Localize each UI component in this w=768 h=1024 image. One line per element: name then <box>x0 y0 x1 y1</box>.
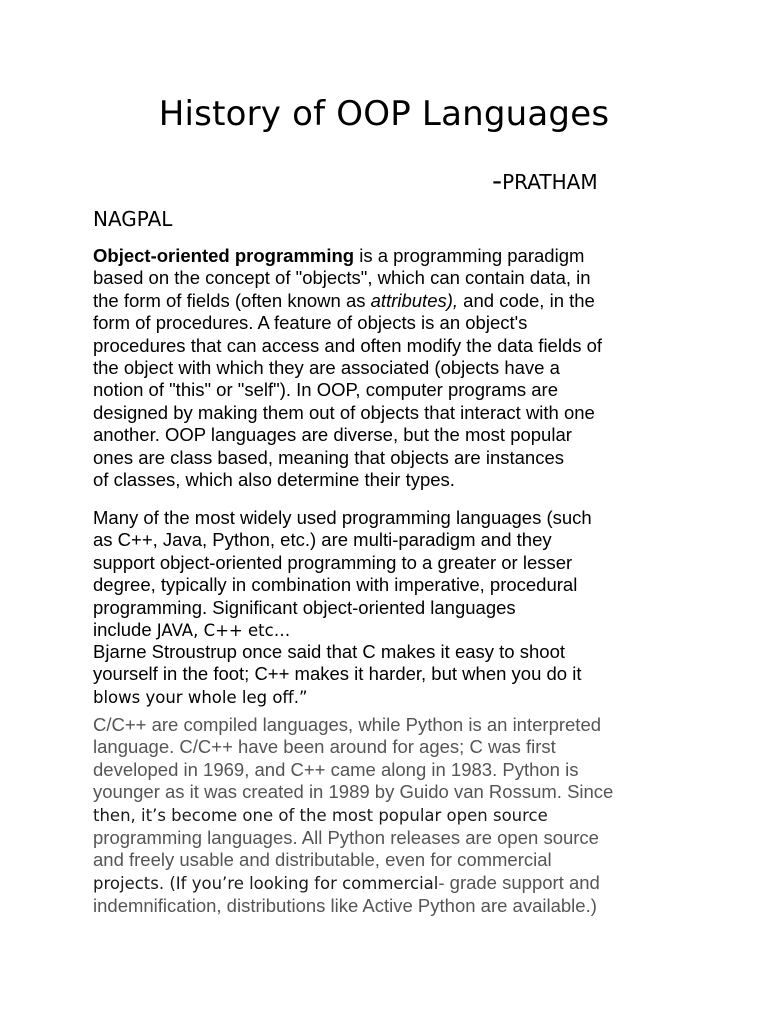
text-span: and freely usable and distributable, even for commercial <box>93 849 552 871</box>
text-line <box>93 424 693 446</box>
text-span: the object with which they are associated (objects have a <box>93 357 560 379</box>
text-span: ones are class based, meaning that objects are instances <box>93 446 565 468</box>
text-line <box>93 759 693 781</box>
text-line <box>93 872 693 895</box>
paragraph-multi-paradigm <box>93 507 693 642</box>
quote-ending: blows your whole leg off.” <box>93 687 308 707</box>
text-span: and code, in the <box>458 289 595 311</box>
text-span: designed by making them out of objects that interact with one <box>93 401 595 423</box>
text-line <box>93 781 693 803</box>
text-line <box>93 827 693 849</box>
text-span: include <box>93 619 157 641</box>
text-span: indemnification, distributions like Active Python are available.) <box>93 895 597 917</box>
text-line <box>93 619 693 642</box>
languages-list: JAVA, C++ etc… <box>156 621 291 641</box>
text-span: degree, typically in combination with imperative, procedural <box>93 574 578 596</box>
text-line <box>93 469 693 491</box>
text-line <box>93 290 693 312</box>
paragraph-c-vs-python <box>93 714 693 918</box>
text-span: language. C/C++ have been around for ages; C was first <box>93 736 556 758</box>
text-line <box>93 529 693 551</box>
text-span: - grade support and <box>438 871 600 893</box>
text-span: programming languages. All Python releases are open source <box>93 827 599 849</box>
paragraph-oop-definition <box>93 245 693 491</box>
text-line <box>93 714 693 736</box>
text-span: as C++, Java, Python, etc.) are multi-paradigm and they <box>93 529 552 551</box>
paragraph-stroustrup-quote <box>93 641 693 709</box>
text-span: C/C++ are compiled languages, while Python is an interpreted <box>93 714 602 735</box>
text-span: developed in 1969, and C++ came along in 1983. Python is <box>93 758 579 780</box>
text-span: based on the concept of "objects", which can contain data, in <box>93 267 591 289</box>
text-line <box>93 804 693 827</box>
text-span: yourself in the foot; C++ makes it harder, but when you do it <box>93 663 582 685</box>
text-line <box>93 335 693 357</box>
text-line <box>93 895 693 917</box>
text-span-alt: then, it’s become one of the most popular open source <box>93 805 548 825</box>
italic-term: attributes), <box>370 289 459 311</box>
text-span: procedures that can access and often modify the data fields of <box>93 334 603 356</box>
document-title: History of OOP Languages <box>158 94 610 134</box>
text-line <box>93 686 693 709</box>
text-line <box>93 574 693 596</box>
text-span: the form of fields (often known as <box>93 289 371 311</box>
text-line <box>93 641 693 663</box>
text-line <box>93 552 693 574</box>
text-line <box>93 245 693 267</box>
text-span: notion of "this" or "self"). In OOP, computer programs are <box>93 379 558 401</box>
text-line <box>93 447 693 469</box>
author-line-1 <box>492 166 598 197</box>
text-span: form of procedures. A feature of objects is an object's <box>93 312 528 334</box>
text-span: support object-oriented programming to a greater or lesser <box>93 551 573 573</box>
text-line <box>93 357 693 379</box>
text-line <box>93 736 693 758</box>
text-span: Many of the most widely used programming languages (such <box>93 507 592 528</box>
text-line <box>93 849 693 871</box>
text-line <box>93 267 693 289</box>
author-last-name: NAGPAL <box>93 207 173 231</box>
text-span: is a programming paradigm <box>354 245 585 266</box>
author-first-name: PRATHAM <box>502 170 598 194</box>
text-line <box>93 507 693 529</box>
text-span-alt: projects. (If you’re looking for commercial <box>93 873 439 893</box>
author-dash: - <box>492 164 503 197</box>
text-span: of classes, which also determine their types. <box>93 469 455 491</box>
text-span: Bjarne Stroustrup once said that C makes it easy to shoot <box>93 641 565 662</box>
text-line <box>93 402 693 424</box>
bold-term: Object-oriented programming <box>93 245 355 266</box>
text-line <box>93 663 693 685</box>
text-span: programming. Significant object-oriented languages <box>93 596 516 618</box>
text-line <box>93 312 693 334</box>
text-line <box>93 379 693 401</box>
text-line <box>93 597 693 619</box>
text-span: another. OOP languages are diverse, but the most popular <box>93 424 572 446</box>
text-span: younger as it was created in 1989 by Guido van Rossum. Since <box>93 781 614 803</box>
